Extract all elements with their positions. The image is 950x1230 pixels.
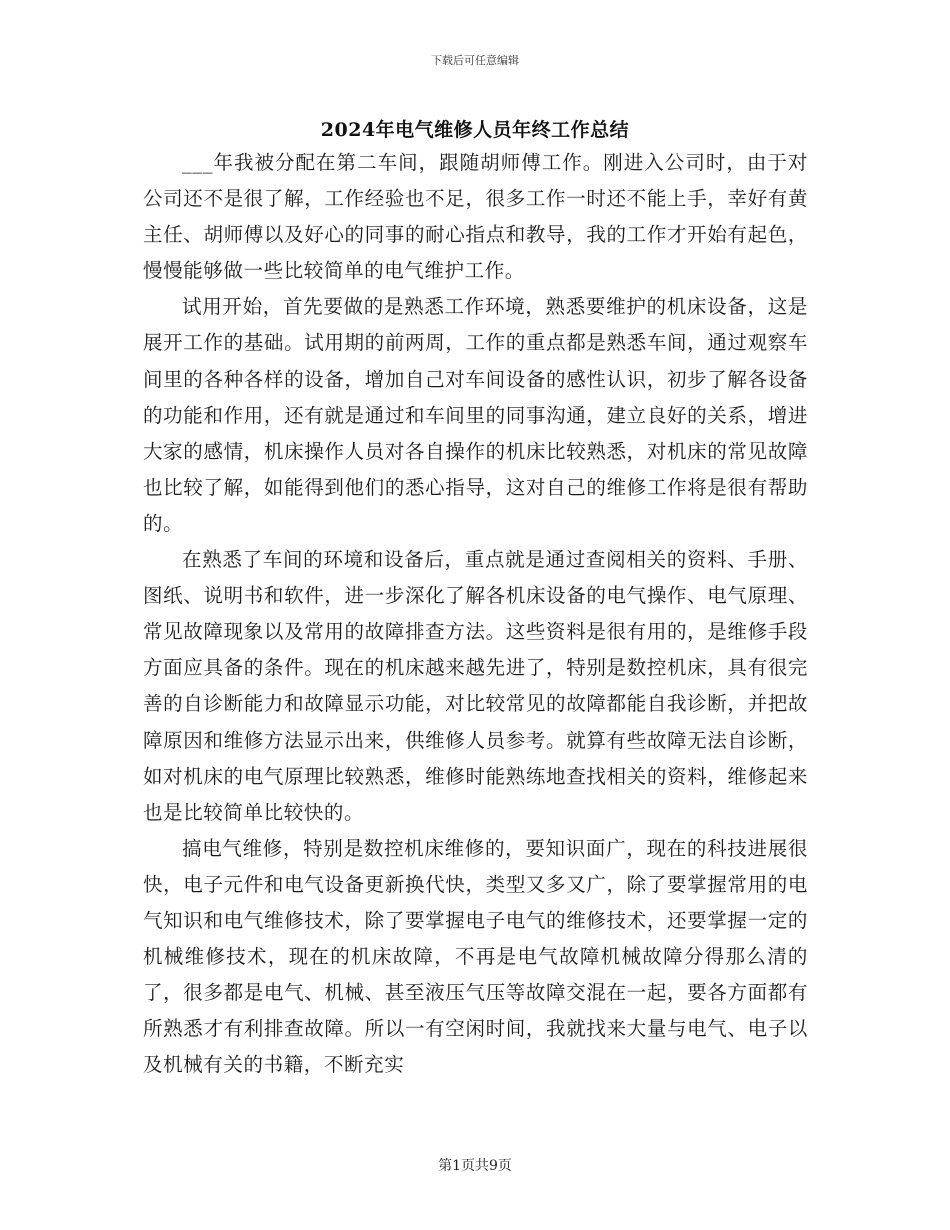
paragraph-4: 搞电气维修，特别是数控机床维修的，要知识面广，现在的科技进展很快，电子元件和电气设备更新换代快，类型又多又广，除了要掌握常用的电气知识和电气维修技术，除了要掌握电子电气的维修技术，还要掌握一定的机械维修技术，现在的机床故障，不再是电气故障机械故障分得那么清的了，很多都是电气、机械、甚至液压气压等故障交混在一起，要各方面都有所熟悉才有利排查故障。所以一有空闲时间，我就找来大量与电气、电子以及机械有关的书籍，不断充实 (143, 836, 808, 1077)
paragraph-3: 在熟悉了车间的环境和设备后，重点就是通过查阅相关的资料、手册、图纸、说明书和软件，进一步深化了解各机床设备的电气操作、电气原理、常见故障现象以及常用的故障排查方法。这些资料是很有用的，是维修手段方面应具备的条件。现在的机床越来越先进了，特别是数控机床，具有很完善的自诊断能力和故障显示功能，对比较常见的故障都能自我诊断，并把故障原因和维修方法显示出来，供维修人员参考。就算有些故障无法自诊断，如对机床的电气原理比较熟悉，维修时能熟练地查找相关的资料，维修起来也是比较简单比较快的。 (143, 548, 808, 824)
header-note: 下载后可任意编辑 (431, 54, 519, 67)
document-body (143, 145, 808, 1083)
paragraph-1: ___年我被分配在第二车间，跟随胡师傅工作。刚进入公司时，由于对公司还不是很了解，工作经验也不足，很多工作一时还不能上手，幸好有黄主任、胡师傅以及好心的同事的耐心指点和教导，我的工作才开始有起色，慢慢能够做一些比较简单的电气维护工作。 (143, 151, 808, 283)
document-title: 2024年电气维修人员年终工作总结 (320, 119, 630, 141)
paragraph-2: 试用开始，首先要做的是熟悉工作环境，熟悉要维护的机床设备，这是展开工作的基础。试用期的前两周，工作的重点都是熟悉车间，通过观察车间里的各种各样的设备，增加自己对车间设备的感性认识，初步了解各设备的功能和作用，还有就是通过和车间里的同事沟通，建立良好的关系，增进大家的感情，机床操作人员对各自操作的机床比较熟悉，对机床的常见故障也比较了解，如能得到他们的悉心指导，这对自己的维修工作将是很有帮助的。 (143, 295, 808, 535)
page-number: 第1页共9页 (438, 1158, 512, 1174)
